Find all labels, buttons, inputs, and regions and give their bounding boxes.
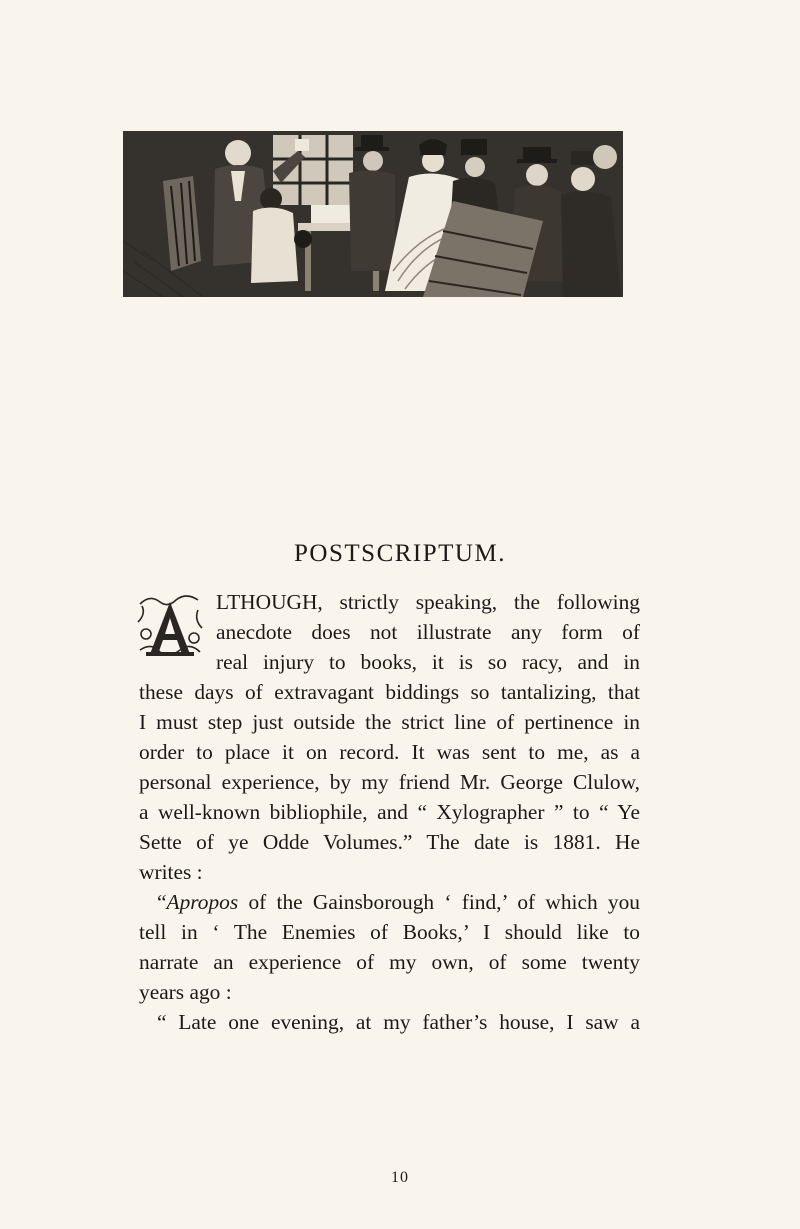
text-line: I must step just outside the strict line of pertinence in	[139, 710, 640, 734]
text-line: years ago :	[139, 980, 232, 1004]
chapter-title: POSTSCRIPTUM.	[294, 540, 506, 567]
text-line: LTHOUGH, strictly speaking, the following	[216, 590, 640, 614]
text-line: personal experience, by my friend Mr. George Clulow,	[139, 770, 640, 794]
text-line: tell in ‘ The Enemies of Books,’ I should like to	[139, 920, 640, 944]
body-text	[0, 589, 800, 1189]
text-line: order to place it on record. It was sent to me, as a	[139, 740, 640, 764]
text-line: anecdote does not illustrate any form of	[216, 620, 640, 644]
text-line: a well-known bibliophile, and “ Xylographer ” to “ Ye	[139, 800, 640, 824]
engraving-illustration-icon	[123, 131, 623, 297]
page-number: 10	[391, 1169, 409, 1186]
quote-rest: of the Gainsborough ‘ find,’ of which you	[238, 890, 640, 914]
headpiece-engraving	[123, 131, 623, 297]
text-line: “ Late one evening, at my father’s house, I saw a	[157, 1010, 640, 1034]
text-line: writes :	[139, 860, 203, 884]
quote-first-line	[157, 889, 640, 916]
text-line: real injury to books, it is so racy, and in	[216, 650, 640, 674]
open-quote: “	[157, 890, 167, 914]
text-line: narrate an experience of my own, of some twenty	[139, 950, 640, 974]
italic-term: Apropos	[166, 890, 239, 914]
text-line: Sette of ye Odde Volumes.” The date is 1881. He	[139, 830, 640, 854]
text-line: these days of extravagant biddings so tantalizing, that	[139, 680, 640, 704]
